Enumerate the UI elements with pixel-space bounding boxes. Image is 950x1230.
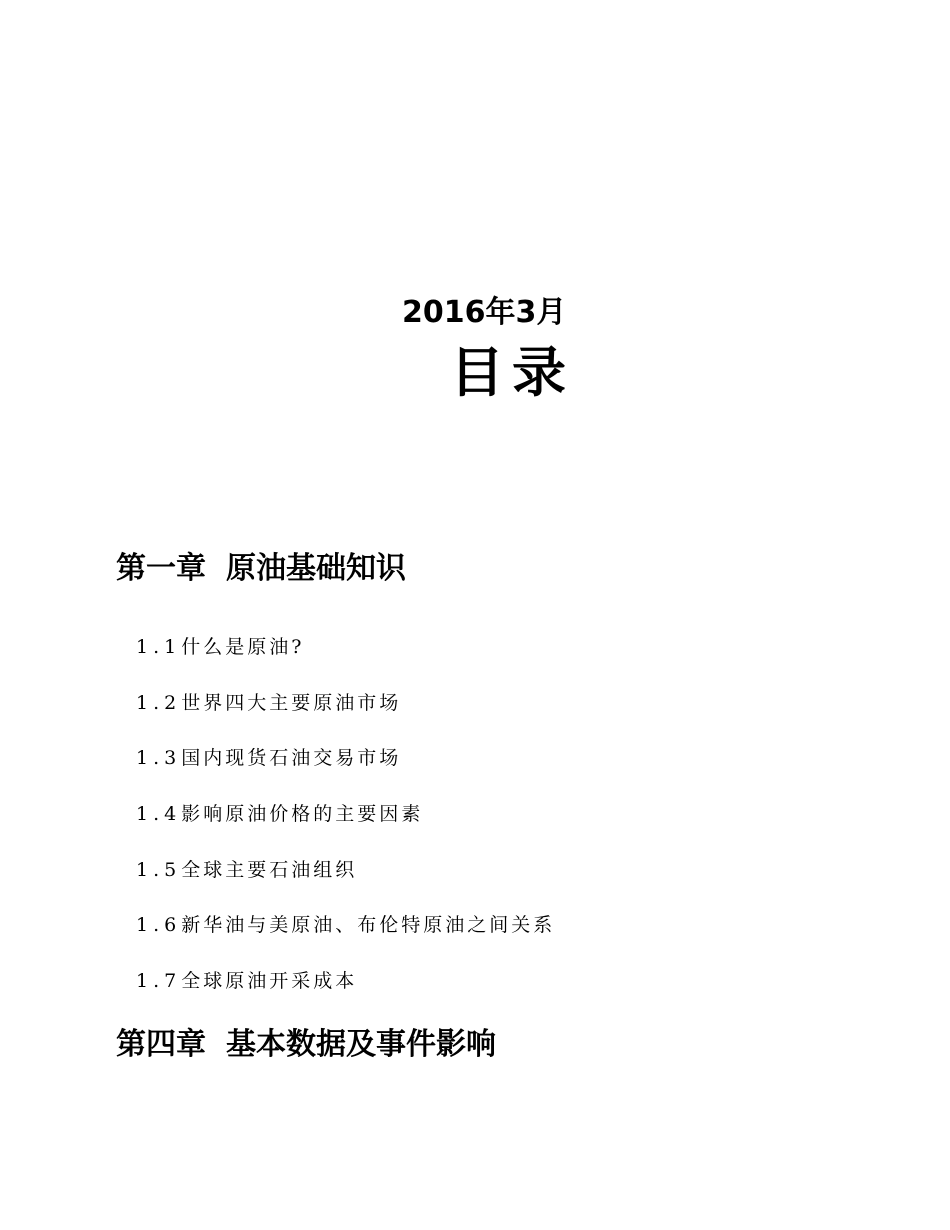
toc-entry-title: 什么是原油?: [181, 636, 305, 658]
toc-entry: [136, 634, 555, 690]
chapter-heading-4: [116, 1026, 496, 1064]
toc-entry: [136, 912, 555, 968]
chapter-label: 第四章: [116, 1027, 206, 1062]
chapter-title: 基本数据及事件影响: [226, 1027, 496, 1062]
toc-entry-number: 1.5: [136, 858, 182, 881]
toc-entry-list: [136, 634, 555, 1024]
chapter-label: 第一章: [116, 551, 206, 586]
toc-entry: [136, 857, 555, 913]
toc-heading: 目录: [450, 340, 574, 404]
toc-entry: [136, 745, 555, 801]
toc-entry-title: 新华油与美原油、布伦特原油之间关系: [181, 914, 556, 937]
toc-entry: [136, 690, 555, 746]
toc-entry: [136, 801, 555, 857]
toc-entry-number: 1.7: [136, 970, 182, 993]
toc-entry-title: 影响原油价格的主要因素: [181, 803, 424, 826]
toc-entry-title: 全球原油开采成本: [181, 970, 358, 993]
toc-entry-number: 1.1: [136, 636, 182, 658]
toc-entry-title: 国内现货石油交易市场: [181, 747, 402, 770]
chapter-heading-1: [116, 550, 406, 588]
toc-entry: [136, 968, 555, 1024]
toc-entry-number: 1.4: [136, 803, 182, 826]
document-date: 2016年3月: [402, 295, 567, 330]
toc-entry-title: 全球主要石油组织: [181, 858, 358, 881]
chapter-title: 原油基础知识: [226, 551, 406, 586]
toc-entry-number: 1.3: [136, 747, 182, 770]
toc-entry-number: 1.6: [136, 914, 182, 937]
toc-entry-title: 世界四大主要原油市场: [181, 691, 402, 714]
toc-entry-number: 1.2: [136, 691, 182, 714]
